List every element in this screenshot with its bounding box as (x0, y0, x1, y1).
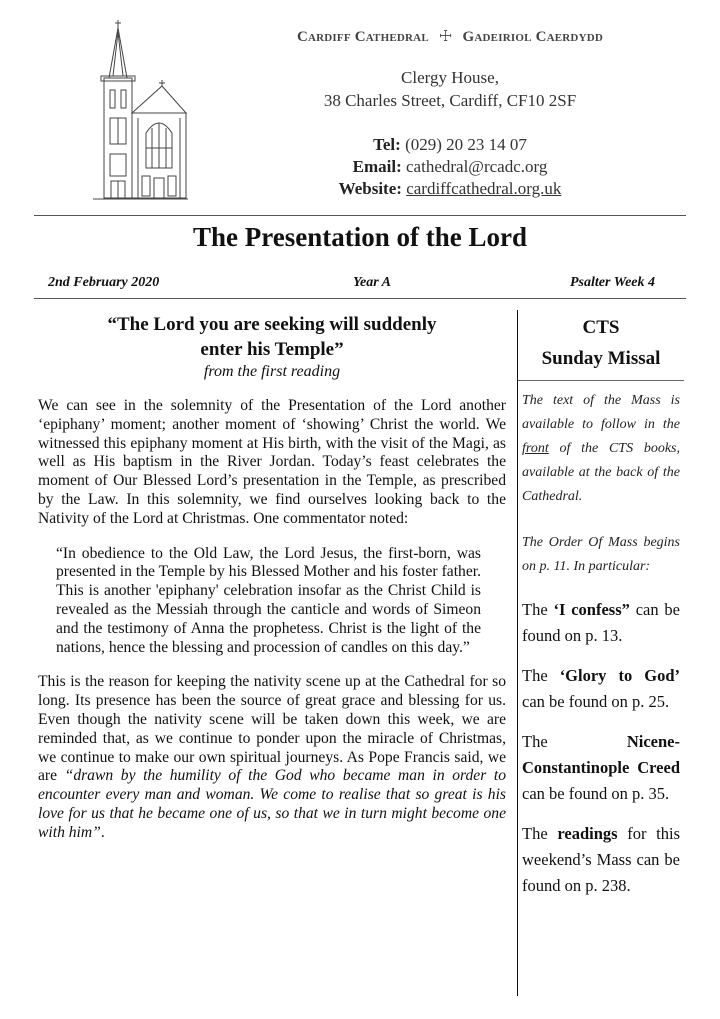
email-value: cathedral@rcadc.org (406, 157, 548, 176)
paragraph-3 (38, 673, 506, 842)
article (38, 312, 506, 843)
item-4-bold: readings (557, 824, 618, 843)
institution-english: Cardiff Cathedral (296, 29, 429, 45)
sidebar-missal (522, 312, 680, 899)
item-3-pre: The (522, 732, 627, 751)
heading-line-1: “The Lord you are seeking will suddenly (107, 314, 437, 335)
block-quote: “In obedience to the Old Law, the Lord Jesus, the first-born, was presented in the Temple by his Blessed Mother and his foster father. This is another 'epiphany' celebration insofar as the Christ Child is revealed as the Messiah through the canticle and words of Simeon and the testimony of Anna the prophetess. Christ is the light of the nations, hence the blessing and procession of candles on this day.” (56, 544, 481, 656)
header-rule (34, 215, 686, 216)
telephone (240, 134, 660, 155)
sidebar-title-line-1: CTS (582, 317, 620, 338)
heading-line-2: enter his Temple” (200, 339, 344, 360)
sidebar-note-2: The Order Of Mass begins on p. 11. In particular: (522, 535, 680, 574)
sidebar-rule (518, 380, 684, 381)
note-1-text-end: of the CTS books, available at the back of the Cathedral. (522, 441, 680, 504)
page-title: The Presentation of the Lord (193, 222, 527, 252)
letterhead (0, 0, 720, 215)
liturgical-year: Year A (353, 275, 391, 290)
institution-name (240, 27, 660, 46)
paragraph-1: We can see in the solemnity of the Presentation of the Lord another ‘epiphany’ moment; another moment of ‘showing’ Christ the world. We witnessed this epiphany moment at His birth, with the visit of the Magi, as well as His baptism in the River Jordan. Today’s feast celebrates the moment of Our Blessed Lord’s presentation in the Temple, as prescribed by the Law. In this solemnity, we find ourselves looking back to the Nativity of the Lord at Christmas. One commentator noted: (38, 397, 506, 527)
website-link[interactable]: cardiffcathedral.org.uk (406, 179, 562, 198)
item-1-bold: ‘I confess” (553, 600, 630, 619)
institution-welsh: Gadeiriol Caerdydd (462, 29, 604, 45)
address-line-2: 38 Charles Street, Cardiff, CF10 2SF (323, 91, 577, 110)
note-1-front: front (522, 441, 549, 456)
email (240, 156, 660, 177)
date: 2nd February 2020 (48, 275, 160, 290)
item-2-post: can be found on p. 25. (522, 692, 670, 711)
email-label: Email: (352, 157, 402, 176)
paragraph-3-text: This is the reason for keeping the nativity scene up at the Cathedral for so long. Its presence has been the source of great grace and blessing for us. Even though the nativity scene will be taken down this week, we are reminded that, as we continue to ponder upon the miracle of Christmas, we continue to make our own spiritual journeys. As Pope Francis said, we are (38, 673, 506, 785)
sidebar-item-creed (522, 729, 680, 807)
tel-label: Tel: (373, 135, 401, 154)
article-heading (38, 312, 506, 362)
pope-quote: “drawn by the humility of the God who became man in order to encounter every man and woman. We come to realise that so great is his love for us that he became one of us, so that we in turn might become one with him” (38, 767, 507, 841)
title-rule (34, 298, 686, 299)
item-1-pre: The (522, 600, 554, 619)
address-line-1: Clergy House, (401, 68, 499, 87)
website (240, 178, 660, 199)
sidebar-item-confess (522, 597, 680, 649)
cathedral-illustration (88, 18, 188, 204)
column-divider (517, 310, 518, 996)
item-4-pre: The (522, 824, 558, 843)
tel-value: (029) 20 23 14 07 (405, 135, 527, 154)
item-2-pre: The (522, 666, 560, 685)
item-4-post: for this weekend’s Mass can be found on p. 238. (522, 824, 680, 895)
website-label: Website: (338, 179, 402, 198)
paragraph-3-end: . (100, 823, 105, 841)
item-3-bold: Nicene-Constantinople Creed (522, 732, 680, 777)
sidebar-title (522, 312, 680, 374)
sidebar-item-gloria (522, 663, 680, 715)
item-2-bold: ‘Glory to God’ (559, 666, 680, 685)
sidebar-item-readings (522, 821, 680, 899)
item-1-post: can be found on p. 13. (522, 600, 681, 645)
article-source: from the first reading (203, 363, 341, 380)
item-3-post: can be found on p. 35. (522, 784, 670, 803)
sidebar-note-1 (522, 389, 680, 509)
sidebar-title-line-2: Sunday Missal (541, 348, 661, 369)
note-1-text: The text of the Mass is available to follow in the (522, 393, 680, 432)
psalter-week: Psalter Week 4 (570, 275, 656, 290)
cross-icon: ☩ (438, 29, 453, 45)
